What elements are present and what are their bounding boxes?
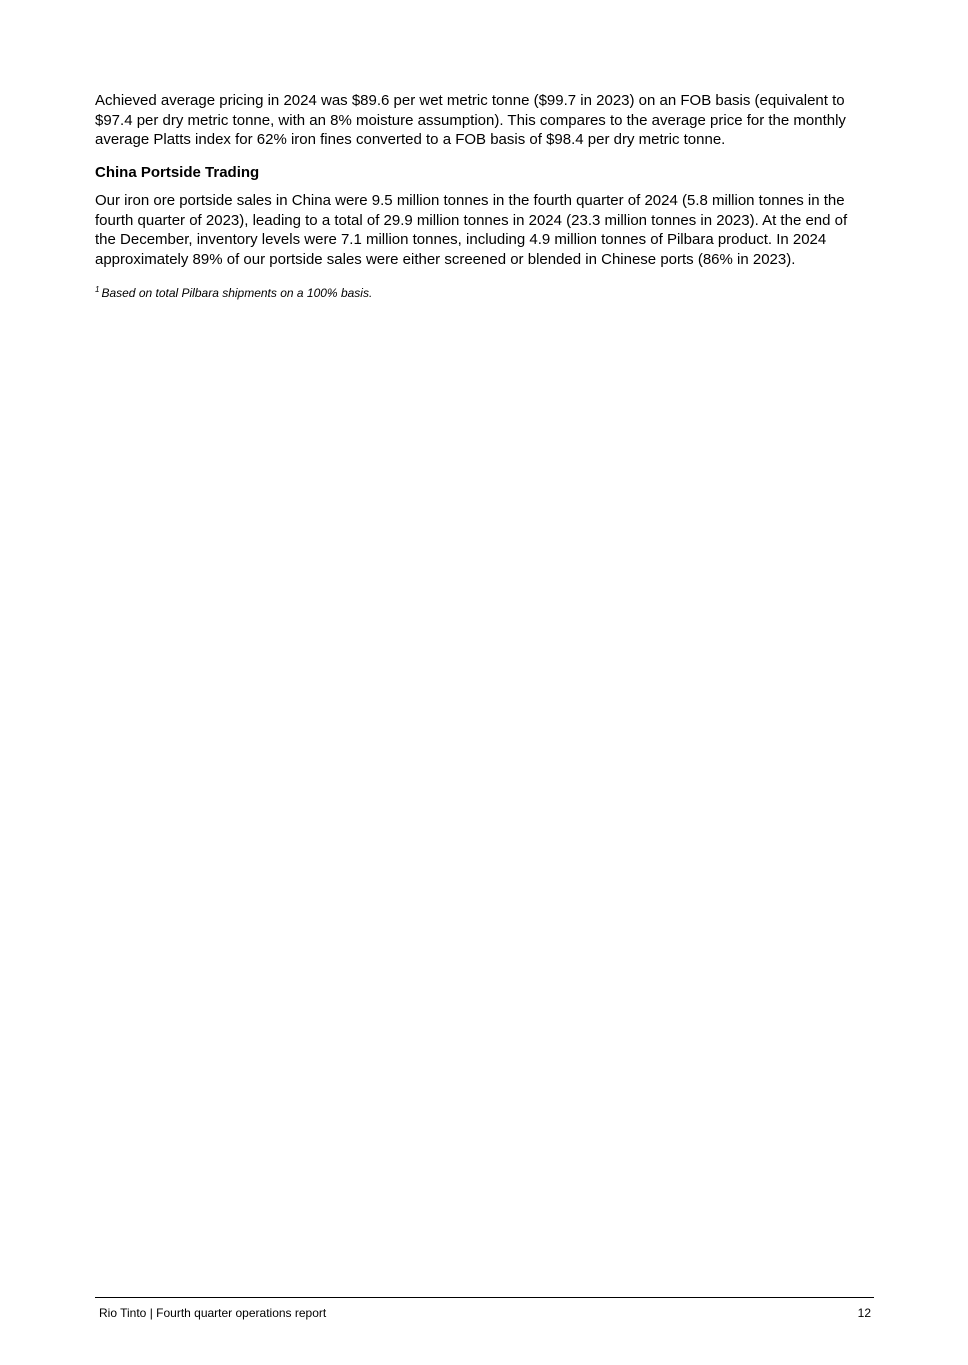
page-number: 12	[857, 1306, 871, 1320]
paragraph-china-portside: Our iron ore portside sales in China were 9.5 million tonnes in the fourth quarter of 2024 (5.8 million tonnes in the fourth quarter of 2023), leading to a total of 29.9 million tonnes in 2024 (23.3 million tonnes in 2023). At the end of the December, inventory levels were 7.1 million tonnes, including 4.9 million tonnes of Pilbara product. In 2024 approximately 89% of our portside sales were either screened or blended in Chinese ports (86% in 2023).	[95, 192, 848, 268]
page-body	[95, 91, 870, 301]
footer-divider	[95, 1297, 874, 1298]
footer-report-title: Rio Tinto | Fourth quarter operations report	[99, 1306, 327, 1320]
paragraph-pricing: Achieved average pricing in 2024 was $89.6 per wet metric tonne ($99.7 in 2023) on an FOB basis (equivalent to $97.4 per dry metric tonne, with an 8% moisture assumption). This compares to the average price for the monthly average Platts index for 62% iron fines converted to a FOB basis of $98.4 per dry metric tonne.	[95, 92, 846, 148]
footnote-marker: 1	[95, 285, 100, 294]
footnote	[95, 282, 870, 301]
section-heading-china-portside-trading: China Portside Trading	[95, 163, 260, 181]
footnote-text: Based on total Pilbara shipments on a 100% basis.	[101, 286, 373, 300]
